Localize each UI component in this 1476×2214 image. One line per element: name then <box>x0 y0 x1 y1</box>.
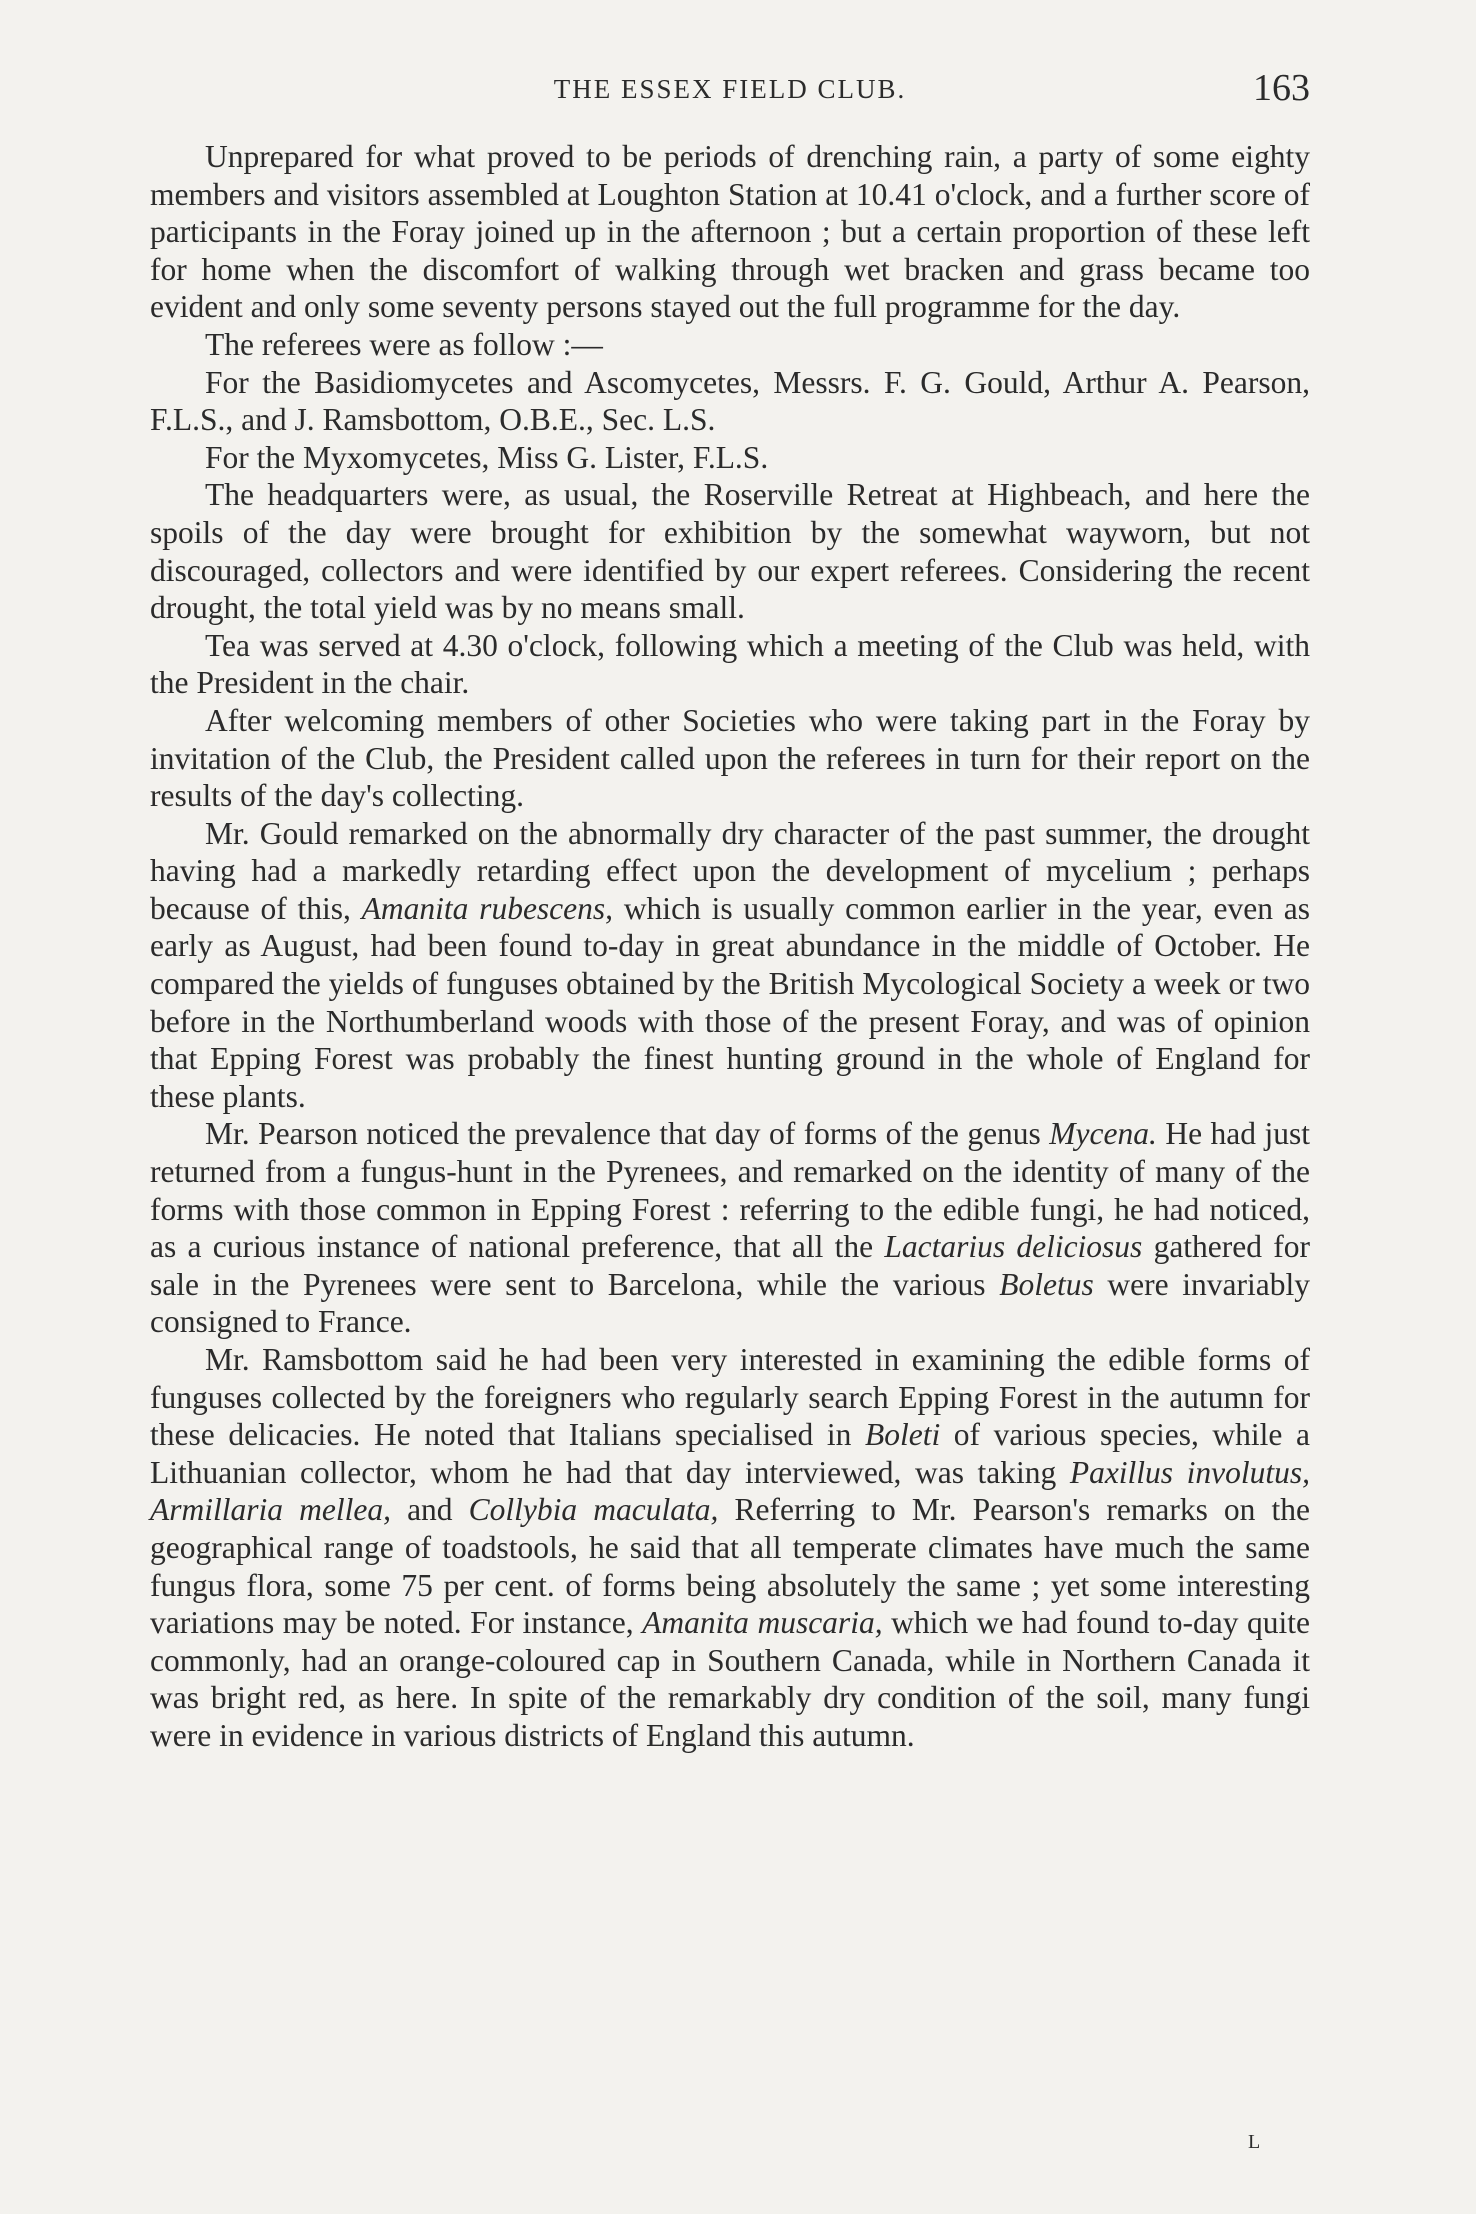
text-run: Referring to Mr. Pearson's remarks on the geographical range of toadstools, he said that all temperate climates have much the same fungus flora, some 75 per cent. of forms being absolutely the same ; yet some interesting variations may be noted. For instance, <box>150 1492 1311 1641</box>
text-run: Mr. Pearson noticed the prevalence that day of forms of the genus <box>205 1116 1050 1152</box>
signature-mark: L <box>1248 2131 1261 2153</box>
text-run: The headquarters were, as usual, the Roserville Retreat at Highbeach, and here the spoils of the day were brought for exhibition by the somewhat wayworn, but not discouraged, collectors and were identified by our expert referees. Considering the recent drought, the total yield was by no means small. <box>150 477 1310 626</box>
text-run: were invariably consigned to France. <box>150 1266 1310 1340</box>
body-paragraph <box>150 702 1310 815</box>
text-run: which we had found to-day quite commonly, had an orange-coloured cap in Southern Canada, while in Northern Canada it was bright red, as here. In spite of the remarkably dry condition of the soil, many fungi were in evidence in various districts of England this autumn. <box>150 1605 1310 1753</box>
body-paragraph <box>150 627 1310 702</box>
species-name: Lactarius deliciosus <box>884 1229 1143 1265</box>
body-paragraph <box>150 1115 1310 1341</box>
body-paragraph <box>150 476 1310 626</box>
body-paragraph <box>150 138 1310 326</box>
text-run: He had just returned from a fungus-hunt in the Pyrenees, and remarked on the identity of many of the forms with those common in Epping Forest : referring to the edible fungi, he had noticed, as a curious instance of national preference, that all the <box>150 1116 1310 1265</box>
page-header <box>150 66 1310 116</box>
species-name: Collybia maculata, <box>468 1492 719 1528</box>
body-paragraph <box>150 439 1310 477</box>
text-run: After welcoming members of other Societies who were taking part in the Foray by invitation of the Club, the President called upon the referees in turn for their report on the results of the day's collecting. <box>150 702 1310 814</box>
body-paragraph <box>150 815 1310 1116</box>
text-run: gathered for sale in the Pyrenees were sent to Barcelona, while the various <box>150 1229 1310 1302</box>
body-paragraph <box>150 1341 1310 1755</box>
text-run: The referees were as follow :— <box>205 326 603 362</box>
text-run: Unprepared for what proved to be periods of drenching rain, a party of some eighty members and visitors assembled at Loughton Station at 10.41 o'clock, and a further score of participants in the Foray joined up in the afternoon ; but a certain proportion of these left for home when the discomfort of walking through wet bracken and grass became too evident and only some seventy persons stayed out the full programme for the day. <box>150 139 1310 325</box>
text-run: For the Myxomycetes, Miss G. Lister, F.L.S. <box>205 439 769 475</box>
text-run: of various species, while a Lithuanian collector, whom he had that day interviewed, was taking <box>150 1417 1310 1490</box>
text-run: and <box>390 1492 469 1528</box>
text-run: Mr. Ramsbottom said he had been very interested in examining the edible forms of funguses collected by the foreigners who regularly search Epping Forest in the autumn for these delicacies. He noted that Italians specialised in <box>150 1342 1310 1453</box>
species-name: Amanita rubescens, <box>361 890 614 926</box>
species-name: Mycena. <box>1049 1116 1157 1152</box>
text-run: Mr. Gould remarked on the abnormally dry character of the past summer, the drought having had a markedly retarding effect upon the development of mycelium ; perhaps because of this, <box>150 815 1310 926</box>
article-body <box>150 138 1310 1755</box>
species-name: Paxillus involutus, Armillaria mellea, <box>150 1454 1310 1528</box>
text-run: For the Basidiomycetes and Ascomycetes, Messrs. F. G. Gould, Arthur A. Pearson, F.L.S., and J. Ramsbottom, O.B.E., Sec. L.S. <box>150 364 1310 438</box>
text-run: Tea was served at 4.30 o'clock, following which a meeting of the Club was held, with the President in the chair. <box>150 627 1310 701</box>
page-number: 163 <box>1253 67 1310 109</box>
body-paragraph <box>150 364 1310 439</box>
species-name: Boletus <box>999 1266 1094 1302</box>
species-name: Amanita muscaria, <box>642 1605 883 1641</box>
text-run: which is usually common earlier in the year, even as early as August, had been found to-day in great abundance in the middle of October. He compared the yields of funguses obtained by the British Mycological Society a week or two before in the Northumberland woods with those of the present Foray, and was of opinion that Epping Forest was probably the finest hunting ground in the whole of England for these plants. <box>150 890 1310 1114</box>
running-title: THE ESSEX FIELD CLUB. <box>553 74 907 104</box>
species-name: Boleti <box>864 1417 941 1453</box>
body-paragraph <box>150 326 1310 364</box>
